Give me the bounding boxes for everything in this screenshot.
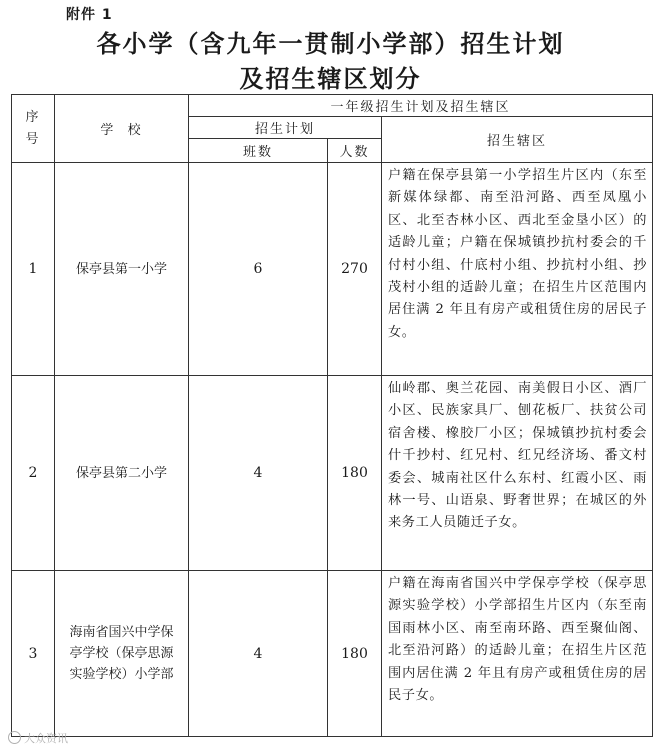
row-people: 180: [328, 376, 382, 571]
watermark: [8, 730, 68, 746]
header-people: 人数: [328, 139, 382, 163]
table-row: [12, 376, 653, 571]
enrollment-plan-table: [11, 94, 653, 737]
row-seq: 1: [12, 163, 55, 376]
document-subtitle: 及招生辖区划分: [239, 65, 422, 93]
watermark-text: 大众资讯: [24, 732, 68, 745]
table-row: [12, 571, 653, 737]
row-school: 保亭县第一小学: [55, 163, 189, 376]
document-title: 各小学（含九年一贯制小学部）招生计划: [96, 30, 565, 58]
header-group: 一年级招生计划及招生辖区: [189, 95, 653, 117]
row-district: 户籍在保亭县第一小学招生片区内（东至新媒体绿都、南至沿河路、西至凤凰小区、北至杏林小区、西北至金垦小区）的适龄儿童；户籍在保城镇抄抗村委会的千付村小组、什底村小组、抄抗村小组、抄茂村小组的适龄儿童；在招生片区范围内居住满 2 年且有房产或租赁住房的居民子女。: [382, 163, 653, 376]
row-district: 户籍在海南省国兴中学保亭学校（保亭思源实验学校）小学部招生片区内（东至南国雨林小区、南至南环路、西至聚仙阁、北至沿河路）的适龄儿童；在招生片区范围内居住满 2 年且有房产或租赁住房的居民子女。: [382, 571, 653, 737]
header-school: 学 校: [55, 95, 189, 163]
header-district: 招生辖区: [382, 117, 653, 163]
row-classes: 4: [189, 376, 328, 571]
row-classes: 4: [189, 571, 328, 737]
header-plan: 招生计划: [189, 117, 382, 139]
row-school: 海南省国兴中学保亭学校（保亭思源实验学校）小学部: [55, 571, 189, 737]
row-classes: 6: [189, 163, 328, 376]
header-classes: 班数: [189, 139, 328, 163]
row-district: 仙岭郡、奥兰花园、南美假日小区、酒厂小区、民族家具厂、刨花板厂、扶贫公司宿舍楼、橡胶厂小区；保城镇抄抗村委会什千抄村、红兄村、红兄经济场、番文村委会、城南社区什么东村、红霞小区、雨林一号、山语泉、野奢世界；在城区的外来务工人员随迁子女。: [382, 376, 653, 571]
row-people: 180: [328, 571, 382, 737]
row-seq: 3: [12, 571, 55, 737]
attachment-label: 附件 1: [66, 7, 113, 23]
row-people: 270: [328, 163, 382, 376]
row-school: 保亭县第二小学: [55, 376, 189, 571]
table-row: [12, 163, 653, 376]
watermark-logo-icon: [8, 731, 21, 744]
header-seq: 序号: [12, 95, 55, 163]
row-seq: 2: [12, 376, 55, 571]
